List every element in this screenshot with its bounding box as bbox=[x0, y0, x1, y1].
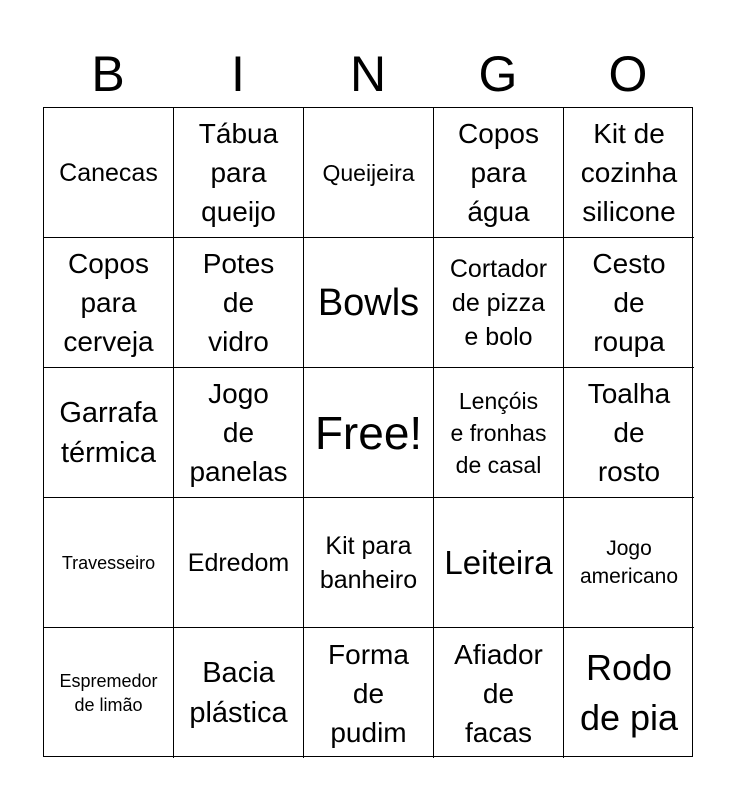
bingo-cell-r2-c5[interactable] bbox=[564, 238, 694, 368]
cell-text: Bowls bbox=[317, 281, 420, 324]
cell-text: Tábua para queijo bbox=[198, 118, 279, 227]
bingo-cell-r2-c3[interactable] bbox=[304, 238, 434, 368]
cell-text: Toalha de rosto bbox=[587, 378, 671, 487]
bingo-cell-r4-c3[interactable] bbox=[304, 498, 434, 628]
cell-text: Garrafa térmica bbox=[59, 396, 158, 469]
header-letter-o: O bbox=[608, 46, 648, 102]
cell-text: Edredom bbox=[187, 548, 290, 577]
cell-text: Lençóis e fronhas de casal bbox=[450, 387, 547, 478]
cell-text: Canecas bbox=[59, 158, 158, 187]
bingo-cell-r4-c5[interactable] bbox=[564, 498, 694, 628]
bingo-cell-r1-c1[interactable] bbox=[44, 108, 174, 238]
cell-text: Espremedor de limão bbox=[59, 671, 158, 715]
bingo-cell-r1-c5[interactable] bbox=[564, 108, 694, 238]
cell-text: Cesto de roupa bbox=[592, 248, 666, 357]
bingo-cell-r3-c2[interactable] bbox=[174, 368, 304, 498]
bingo-cell-r3-c4[interactable] bbox=[434, 368, 564, 498]
cell-text: Kit de cozinha silicone bbox=[580, 118, 678, 227]
bingo-cell-r5-c3[interactable] bbox=[304, 628, 434, 758]
cell-text: Bacia plástica bbox=[189, 657, 288, 729]
cell-text: Leiteira bbox=[444, 543, 553, 581]
bingo-cell-r4-c2[interactable] bbox=[174, 498, 304, 628]
bingo-cell-r2-c2[interactable] bbox=[174, 238, 304, 368]
bingo-cell-r2-c1[interactable] bbox=[44, 238, 174, 368]
bingo-board bbox=[43, 107, 693, 757]
cell-text: Forma de pudim bbox=[328, 638, 409, 748]
bingo-cell-r1-c4[interactable] bbox=[434, 108, 564, 238]
header-letter-g: G bbox=[478, 46, 518, 102]
cell-text: Queijeira bbox=[322, 159, 415, 186]
bingo-cell-r3-c1[interactable] bbox=[44, 368, 174, 498]
cell-text: Afiador de facas bbox=[454, 638, 543, 748]
cell-text: Kit para banheiro bbox=[319, 531, 418, 594]
bingo-cell-r5-c5[interactable] bbox=[564, 628, 694, 758]
bingo-cell-r1-c2[interactable] bbox=[174, 108, 304, 238]
bingo-cell-r1-c3[interactable] bbox=[304, 108, 434, 238]
cell-text: Potes de vidro bbox=[202, 248, 275, 357]
bingo-cell-r5-c1[interactable] bbox=[44, 628, 174, 758]
bingo-cell-r3-c5[interactable] bbox=[564, 368, 694, 498]
header-letter-n: N bbox=[349, 46, 387, 102]
header-letter-i: I bbox=[231, 46, 245, 102]
bingo-cell-r4-c1[interactable] bbox=[44, 498, 174, 628]
cell-text: Copos para cerveja bbox=[63, 248, 154, 357]
cell-text: Copos para água bbox=[458, 118, 539, 227]
header-letter-b: B bbox=[91, 46, 125, 102]
bingo-cell-r5-c4[interactable] bbox=[434, 628, 564, 758]
cell-text: Travesseiro bbox=[61, 552, 156, 573]
bingo-cell-r2-c4[interactable] bbox=[434, 238, 564, 368]
bingo-cell-r4-c4[interactable] bbox=[434, 498, 564, 628]
free-space-label: Free! bbox=[314, 406, 423, 459]
bingo-header bbox=[43, 40, 693, 108]
cell-text: Cortador de pizza e bolo bbox=[449, 254, 548, 351]
cell-text: Rodo de pia bbox=[579, 647, 679, 738]
cell-text: Jogo de panelas bbox=[189, 378, 288, 487]
bingo-cell-r5-c2[interactable] bbox=[174, 628, 304, 758]
cell-text: Jogo americano bbox=[579, 536, 679, 588]
bingo-cell-r3-c3[interactable] bbox=[304, 368, 434, 498]
